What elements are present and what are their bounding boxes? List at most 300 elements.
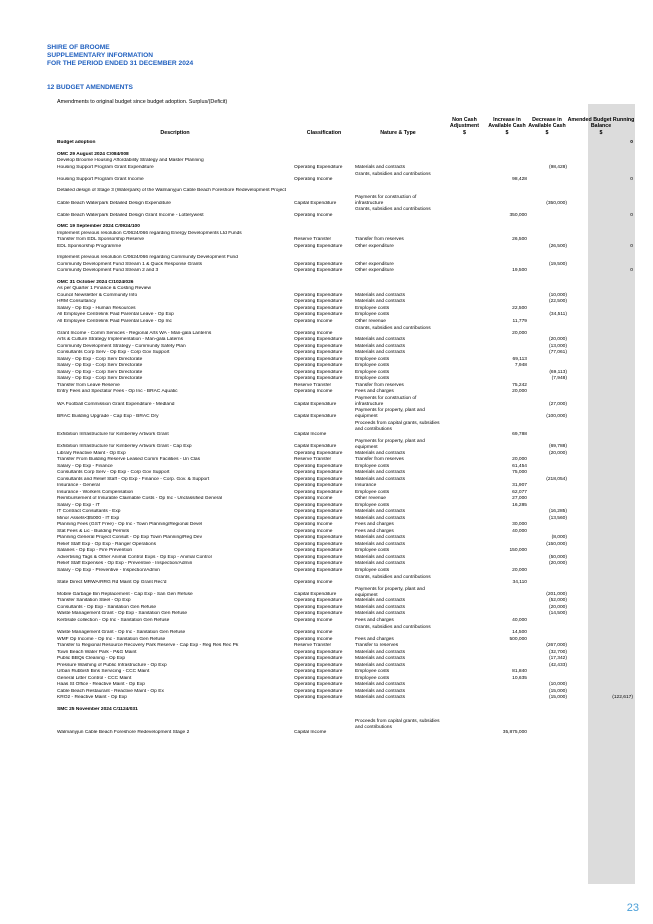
row-classification: Operating Expenditure (294, 535, 343, 540)
table-row (57, 438, 635, 450)
row-classification: Operating Income (294, 177, 333, 182)
row-decrease: (27,000) (548, 401, 567, 407)
row-description: Consultants - Op Exp - Sanitation Gen Refuse (57, 604, 157, 610)
row-increase: 27,000 (512, 496, 527, 501)
row-nature: Fees and charges (355, 528, 394, 534)
row-description: Community Development Fund Stream 2 and 3 (57, 268, 159, 274)
row-description: Transfer to Regional Resource Recovery Park Reserve - Cap Exp - Reg Res Rec Pk (57, 643, 239, 649)
row-description: Salary - Op Exp - Human Resources (57, 305, 136, 311)
row-classification: Operating Expenditure (294, 662, 343, 668)
row-nature: Grants, subsidies and contributions (355, 574, 431, 580)
row-nature: Employee costs (355, 567, 390, 573)
row-classification: Operating Expenditure (294, 695, 343, 701)
row-decrease: (20,000) (548, 337, 567, 343)
row-nature: Fees and charges (355, 522, 394, 527)
row-description: Walmanyjun Cable Beach Foreshore Redevelopment Stage 2 (57, 730, 190, 736)
row-decrease: (15,000) (548, 695, 567, 701)
row-description: Stat Fees & Lic - Building Permits (57, 528, 130, 534)
row-increase: 75,000 (512, 470, 527, 475)
row-decrease: (13,000) (548, 343, 567, 349)
row-increase: 69,113 (512, 356, 527, 362)
row-decrease: (42,433) (548, 662, 567, 668)
row-increase: 150,000 (509, 548, 527, 553)
row-description: WA Football Commission Grant Expenditure - Medland (57, 401, 175, 407)
row-nature: Materials and contracts (355, 515, 406, 521)
table-row (57, 195, 635, 207)
row-description: Salary - Op Exp - Corp Serv Directorate (57, 356, 143, 362)
currency-symbol: $ (599, 129, 603, 136)
row-nature: Employee costs (355, 548, 390, 553)
row-increase: 20,000 (512, 331, 527, 337)
row-nature: Payments for property, plant and equipment (355, 408, 425, 420)
row-decrease: (150,000) (546, 541, 567, 547)
row-classification: Operating Expenditure (294, 369, 343, 375)
table-body (57, 140, 635, 736)
row-classification: Capital Expenditure (294, 200, 337, 206)
row-description: Kerbside collection - Op Inc - Sanitation Gen Refuse (57, 617, 170, 623)
currency-symbol: $ (505, 129, 509, 136)
row-description: Salary - Op Exp - Corp Serv Directorate (57, 376, 143, 382)
row-increase: 81,840 (512, 669, 527, 675)
row-nature: Materials and contracts (355, 688, 406, 694)
col-noncash-label: Non Cash Adjustment (449, 116, 480, 130)
row-nature: Materials and contracts (355, 299, 406, 305)
row-classification: Operating Expenditure (294, 554, 343, 560)
row-description: Salary - Op Exp - IT (57, 502, 100, 508)
row-decrease: (218,054) (546, 476, 567, 482)
row-nature: Grants, subsidies and contributions (355, 207, 431, 213)
row-classification: Operating Expenditure (294, 567, 343, 573)
row-description: HRM Consultancy (57, 299, 97, 305)
row-decrease: (20,000) (548, 561, 567, 566)
currency-symbol: $ (545, 129, 549, 136)
row-description: Exhibition Infrastructure for Kimberley Artwork Grant (57, 432, 169, 438)
row-nature: Transfer from reserves (355, 457, 404, 462)
row-amended-balance: 0 (630, 177, 633, 182)
col-amended (567, 117, 635, 136)
row-nature: Materials and contracts (355, 337, 406, 343)
col-decrease (527, 117, 567, 136)
row-nature: Employee costs (355, 675, 390, 681)
row-nature: Materials and contracts (355, 682, 406, 688)
row-description: Mobile Garbage Bin Replacement - Cap Exp - San Gen Refuse (57, 592, 193, 598)
row-classification: Operating Expenditure (294, 463, 343, 469)
row-classification: Operating Income (294, 318, 333, 324)
row-increase: 31,907 (512, 483, 527, 488)
row-decrease: (34,511) (549, 312, 567, 318)
row-description: OMC 19 September 2024 C/0924/100 (57, 224, 140, 230)
row-description: Planning Fees (GST Free) - Op Inc - Town Planning/Regional Devel (57, 522, 203, 527)
row-description: Consultants Corp Serv - Op Exp - Corp Gov Support (57, 470, 170, 475)
row-increase: 75,242 (512, 382, 527, 388)
row-classification: Operating Expenditure (294, 548, 343, 553)
row-nature: Proceeds from capital grants, subsidies and contributions (355, 420, 440, 432)
row-classification: Capital Expenditure (294, 401, 337, 407)
intro-text: Amendments to original budget since budget adoption. Surplus/(Deficit) (57, 99, 228, 105)
row-classification: Operating Income (294, 522, 333, 527)
table-row (57, 586, 635, 598)
row-increase: 30,000 (512, 522, 527, 527)
row-decrease: (20,000) (548, 604, 567, 610)
row-classification: Operating Expenditure (294, 611, 343, 617)
row-decrease: (15,000) (548, 688, 567, 694)
table-row (57, 396, 635, 408)
row-classification: Operating Expenditure (294, 450, 343, 456)
row-description: Waste Management Grant - Op Inc - Sanitation Gen Refuse (57, 630, 186, 636)
row-description: Transfer From Building Reserve Leased Comm Facilities - Un Clas (57, 457, 201, 462)
row-classification: Operating Expenditure (294, 541, 343, 547)
row-classification: Operating Expenditure (294, 483, 343, 488)
row-description: Exhibition Infrastructure for Kimberley Artwork Grant - Cap Exp (57, 444, 192, 450)
row-description: IT Contract Consultants - Exp (57, 509, 121, 514)
row-decrease: (350,000) (546, 200, 567, 206)
row-increase: 22,500 (512, 305, 527, 311)
row-nature: Other expenditure (355, 261, 394, 267)
row-description: Budget adoption (57, 140, 96, 145)
row-nature: Transfer from reserves (355, 237, 404, 243)
row-description: Salary - Op Exp - Corp Serv Directorate (57, 369, 143, 375)
row-nature: Employee costs (355, 669, 390, 675)
row-amended-balance: 0 (630, 268, 633, 274)
row-nature: Materials and contracts (355, 350, 406, 356)
row-description: Detailed design of Stage 3 (Waterpark) of the Walmanyjun Cable Beach Foreshore Redevelopment Project (57, 188, 287, 194)
row-description: OMC 31 October 2024 C/1024/026 (57, 279, 134, 285)
row-nature: Materials and contracts (355, 695, 406, 701)
col-description: Description (160, 129, 190, 136)
row-increase: 10,635 (512, 675, 527, 681)
row-classification: Operating Income (294, 528, 333, 534)
row-increase: 62,077 (512, 489, 527, 495)
row-decrease: (22,500) (548, 299, 567, 305)
row-description: Urban Rubbish Bins Servicing - CCC Maint (57, 669, 150, 675)
row-classification: Operating Expenditure (294, 598, 343, 604)
row-nature: Payments for construction of infrastructure (355, 195, 417, 207)
row-nature: Grants, subsidies and contributions (355, 624, 431, 630)
row-description: Arts & Culture Strategy Implementation - Man-gala Laterns (57, 337, 183, 343)
row-increase: 7,948 (514, 363, 527, 369)
row-amended-balance: 0 (630, 243, 633, 249)
row-classification: Operating Expenditure (294, 363, 343, 369)
row-classification: Operating Expenditure (294, 376, 343, 382)
row-classification: Operating Expenditure (294, 515, 343, 521)
col-amended-label: Amended Budget Running Balance (567, 116, 635, 130)
row-classification: Operating Expenditure (294, 649, 343, 655)
row-decrease: (16,285) (548, 509, 567, 514)
row-classification: Operating Income (294, 496, 333, 501)
row-description: Library Reactive Maint - Op Exp (57, 450, 126, 456)
row-nature: Materials and contracts (355, 662, 406, 668)
row-classification: Operating Expenditure (294, 243, 343, 249)
row-description: Advertising Tags & Other Animal Control Exps - Op Exp - Animal Control (57, 554, 212, 560)
row-nature: Employee costs (355, 356, 390, 362)
budget-amendments-table (57, 104, 635, 736)
report-period: FOR THE PERIOD ENDED 31 DECEMBER 2024 (47, 60, 194, 67)
row-nature: Employee costs (355, 489, 390, 495)
row-decrease: (50,000) (548, 554, 567, 560)
table-header (57, 104, 635, 140)
row-nature: Insurance (355, 483, 377, 488)
row-nature: Materials and contracts (355, 509, 406, 514)
row-description: Implement previous resolution C/0624/066 regarding Energy Developments Ltd Funds (57, 230, 242, 236)
row-decrease: (10,000) (548, 682, 567, 688)
row-nature: Grants, subsidies and contributions (355, 325, 431, 331)
row-nature: Materials and contracts (355, 611, 406, 617)
row-nature: Grants, subsidies and contributions (355, 171, 431, 177)
row-nature: Proceeds from capital grants, subsidies and contributions (355, 718, 440, 730)
row-description: EDL Sponsorship Programme (57, 243, 122, 249)
row-increase: 11,779 (512, 318, 527, 324)
row-decrease: (69,788) (548, 444, 567, 450)
row-description: BRAC Building Upgrade - Cap Exp - BRAC Dry (57, 413, 159, 419)
row-description: General Litter Control - CCC Maint (57, 675, 132, 681)
table-row (57, 325, 635, 337)
row-increase: 35,875,000 (502, 730, 527, 736)
row-description: Public BBQs Cleaning - Op Exp (57, 656, 126, 662)
row-classification: Capital Expenditure (294, 413, 337, 419)
row-classification: Operating Expenditure (294, 337, 343, 343)
row-increase: 16,285 (512, 502, 527, 508)
row-increase: 69,788 (512, 432, 527, 438)
row-decrease: (14,500) (548, 611, 567, 617)
row-nature: Other expenditure (355, 268, 394, 274)
row-increase: 20,000 (512, 567, 527, 573)
row-decrease: (100,000) (546, 413, 567, 419)
row-decrease: (26,500) (548, 243, 567, 249)
row-description: Council Newsletter & Community Info (57, 292, 138, 298)
row-classification: Reserve Transfer (294, 457, 332, 462)
row-description: Transfer from Leave Reserve (57, 382, 120, 388)
row-classification: Operating Income (294, 580, 333, 585)
row-nature: Payments for property, plant and equipment (355, 438, 425, 450)
table-row (57, 624, 635, 636)
row-increase: 40,000 (512, 528, 527, 534)
row-description: Insurance - General (57, 483, 100, 488)
row-nature: Materials and contracts (355, 604, 406, 610)
row-classification: Operating Expenditure (294, 470, 343, 475)
row-description: Haas St Office - Reactive Maint - Op Exp (57, 682, 145, 688)
row-classification: Operating Expenditure (294, 656, 343, 662)
row-increase: 19,500 (512, 268, 527, 274)
row-classification: Operating Expenditure (294, 305, 343, 311)
row-classification: Reserve Transfer (294, 643, 332, 649)
row-classification: Operating Income (294, 630, 333, 636)
row-classification: Operating Expenditure (294, 604, 343, 610)
row-nature: Fees and charges (355, 389, 394, 395)
row-nature: Employee costs (355, 369, 390, 375)
row-nature: Materials and contracts (355, 656, 406, 662)
row-nature: Payments for construction of infrastructure (355, 396, 417, 408)
row-amended-balance: (122,617) (612, 695, 633, 701)
row-nature: Materials and contracts (355, 541, 406, 547)
row-decrease: (7,948) (551, 376, 567, 382)
row-nature: Other expenditure (355, 243, 394, 249)
row-description: WMF Op Income - Op Inc - Sanitation Gen Refuse (57, 636, 166, 642)
row-classification: Operating Expenditure (294, 502, 343, 508)
row-decrease: (32,700) (548, 649, 567, 655)
row-nature: Other revenue (355, 318, 386, 324)
row-increase: 98,428 (512, 177, 527, 182)
row-classification: Operating Income (294, 617, 333, 623)
col-decrease-label: Decrease in Available Cash (528, 116, 566, 130)
row-description: Grant Income - Comm Services - Regional Arts WA - Man-gala Lanterns (57, 331, 212, 337)
row-decrease: (201,000) (546, 592, 567, 598)
row-classification: Operating Expenditure (294, 343, 343, 349)
row-nature: Materials and contracts (355, 598, 406, 604)
row-nature: Fees and charges (355, 636, 394, 642)
row-classification: Operating Expenditure (294, 682, 343, 688)
row-description: Pressure Washing of Public Infrastructure - Op Exp (57, 662, 167, 668)
row-description: All Employee Centrelink Paid Parental Leave - Op Inc (57, 318, 172, 324)
row-increase: 350,000 (509, 212, 527, 218)
row-increase: 61,454 (512, 463, 527, 469)
row-nature: Employee costs (355, 502, 390, 508)
row-description: Implement previous resolution C/0624/066 regarding Community Development Fund (57, 255, 238, 261)
row-classification: Reserve Transfer (294, 382, 332, 388)
currency-symbol: $ (463, 129, 466, 136)
row-description: Cable Beach Waterpark Detailed Design Grant Income - Lotterywest (57, 212, 204, 218)
row-nature: Materials and contracts (355, 476, 406, 482)
row-description: Transfer from EDL Sponsorship Reserve (57, 237, 145, 243)
row-description: Consultants Corp Serv - Op Exp - Corp Gov Support (57, 350, 170, 356)
row-classification: Operating Income (294, 331, 333, 337)
row-description: OMC 29 August 2024 C/084/008 (57, 151, 129, 157)
row-increase: 20,000 (512, 389, 527, 395)
row-description: Cable Beach Restaurant - Reactive Maint - Op Ex (57, 688, 164, 694)
row-description: SMC 25 November 2024 C/1124/031 (57, 706, 138, 712)
row-classification: Operating Expenditure (294, 268, 343, 274)
section-title: 12 BUDGET AMENDMENTS (47, 84, 133, 91)
row-nature: Materials and contracts (355, 164, 406, 170)
row-classification: Operating Expenditure (294, 312, 343, 318)
row-description: Entry Fees and Spectator Fees - Op Inc - BRAC Aquatic (57, 389, 178, 395)
row-nature: Employee costs (355, 363, 390, 369)
row-nature: Materials and contracts (355, 554, 406, 560)
report-subtitle: SUPPLEMENTARY INFORMATION (47, 52, 153, 59)
col-classification: Classification (306, 129, 342, 136)
row-description: Salaries - Op Exp - Fire Prevention (57, 548, 133, 553)
row-classification: Capital Income (294, 730, 327, 736)
row-classification: Operating Expenditure (294, 509, 343, 514)
row-decrease: (98,428) (548, 164, 567, 170)
row-decrease: (17,342) (548, 656, 567, 662)
report-header (47, 44, 193, 68)
row-decrease: (19,500) (548, 261, 567, 267)
row-classification: Operating Expenditure (294, 350, 343, 356)
row-classification: Operating Expenditure (294, 688, 343, 694)
row-classification: Capital Expenditure (294, 592, 337, 598)
row-classification: Operating Income (294, 636, 333, 642)
row-nature: Materials and contracts (355, 649, 406, 655)
row-description: Consultants and Relief Staff - Op Exp - Finance - Corp. Gov. & Support (57, 476, 210, 482)
row-decrease: (13,560) (548, 515, 567, 521)
row-amended-balance: 0 (630, 140, 633, 145)
row-classification: Operating Expenditure (294, 675, 343, 681)
page-number: 23 (626, 902, 639, 914)
table-row (57, 420, 635, 438)
row-nature: Materials and contracts (355, 535, 406, 540)
row-description: Minor Assets<$5000 - IT Exp (57, 515, 120, 521)
row-classification: Operating Expenditure (294, 561, 343, 566)
row-increase: 14,500 (512, 630, 527, 636)
row-classification: Operating Income (294, 212, 333, 218)
row-classification: Operating Income (294, 389, 333, 395)
row-amended-balance: 0 (630, 212, 633, 218)
row-decrease: (10,000) (548, 292, 567, 298)
row-description: Salary - Op Exp - Preventive - Inspection/Admin (57, 567, 160, 573)
row-description: Waste Management Grant - Op Exp - Sanitation Gen Refuse (57, 611, 188, 617)
row-description: Housing Support Program Grant Income (57, 177, 144, 182)
col-nature: Nature & Type (380, 129, 416, 136)
row-nature: Fees and charges (355, 617, 394, 623)
table-row (57, 171, 635, 183)
row-description: Relief Staff Expenses - Op Exp - Preventive - Inspection/Admin (57, 561, 193, 566)
row-nature: Materials and contracts (355, 470, 406, 475)
row-decrease: (267,000) (546, 643, 567, 649)
row-description: Community Development Strategy - Community Safety Plan (57, 343, 186, 349)
table-row (57, 207, 635, 219)
row-nature: Employee costs (355, 312, 390, 318)
row-classification: Capital Income (294, 432, 327, 438)
row-nature: Materials and contracts (355, 343, 406, 349)
row-description: All Employee Centrelink Paid Parental Leave - Op Exp (57, 312, 174, 318)
row-decrease: (69,113) (549, 369, 567, 375)
row-nature: Other revenue (355, 496, 386, 501)
row-description: Transfer Sanitation Steel - Op Exp (57, 598, 131, 604)
row-nature: Materials and contracts (355, 292, 406, 298)
row-nature: Materials and contracts (355, 561, 406, 566)
row-increase: 20,000 (512, 457, 527, 462)
table-row (57, 718, 635, 736)
row-decrease: (77,061) (548, 350, 567, 356)
row-classification: Operating Expenditure (294, 356, 343, 362)
row-description: Develop Broome Housing Affordability Strategy and Master Planning (57, 158, 204, 163)
row-description: Community Development Fund Stream 1 & Quick Response Grants (57, 261, 203, 267)
row-classification: Operating Expenditure (294, 164, 343, 170)
row-description: Cable Beach Waterpark Detailed Design Expenditure (57, 200, 171, 206)
row-decrease: (52,000) (548, 598, 567, 604)
row-nature: Materials and contracts (355, 450, 406, 456)
row-nature: Transfer from reserves (355, 382, 404, 388)
row-nature: Employee costs (355, 376, 390, 382)
row-classification: Operating Expenditure (294, 299, 343, 305)
shire-name: SHIRE OF BROOME (47, 44, 110, 51)
row-nature: Transfer to reserves (355, 643, 399, 649)
row-decrease: (8,000) (551, 535, 567, 540)
row-description: Housing Support Program Grant Expenditure (57, 164, 154, 170)
row-classification: Operating Expenditure (294, 476, 343, 482)
row-increase: 40,000 (512, 617, 527, 623)
row-description: Insurance - Workers Compensation (57, 489, 134, 495)
row-increase: 34,110 (512, 580, 527, 585)
row-description: Town Beach Water Park - P&G Maint (57, 649, 137, 655)
row-nature: Employee costs (355, 305, 390, 311)
table-row (57, 574, 635, 586)
row-decrease: (20,000) (548, 450, 567, 456)
row-classification: Operating Expenditure (294, 669, 343, 675)
row-description: Salary - Op Exp - Finance (57, 463, 113, 469)
row-classification: Reserve Transfer (294, 237, 332, 243)
col-noncash (442, 117, 487, 136)
row-classification: Capital Expenditure (294, 444, 337, 450)
row-increase: 26,500 (512, 237, 527, 243)
row-description: State Direct MRWA/RRG Rd Maint Op Grant Rec'd (57, 580, 167, 585)
col-increase-label: Increase in Available Cash (488, 116, 526, 130)
row-description: KRO2 - Reactive Maint - Op Exp (57, 695, 127, 701)
table-row (57, 408, 635, 420)
row-classification: Operating Expenditure (294, 489, 343, 495)
col-increase (487, 117, 527, 136)
row-description: Planning General Project Consult - Op Exp Town Planning/Reg Dev (57, 535, 203, 540)
